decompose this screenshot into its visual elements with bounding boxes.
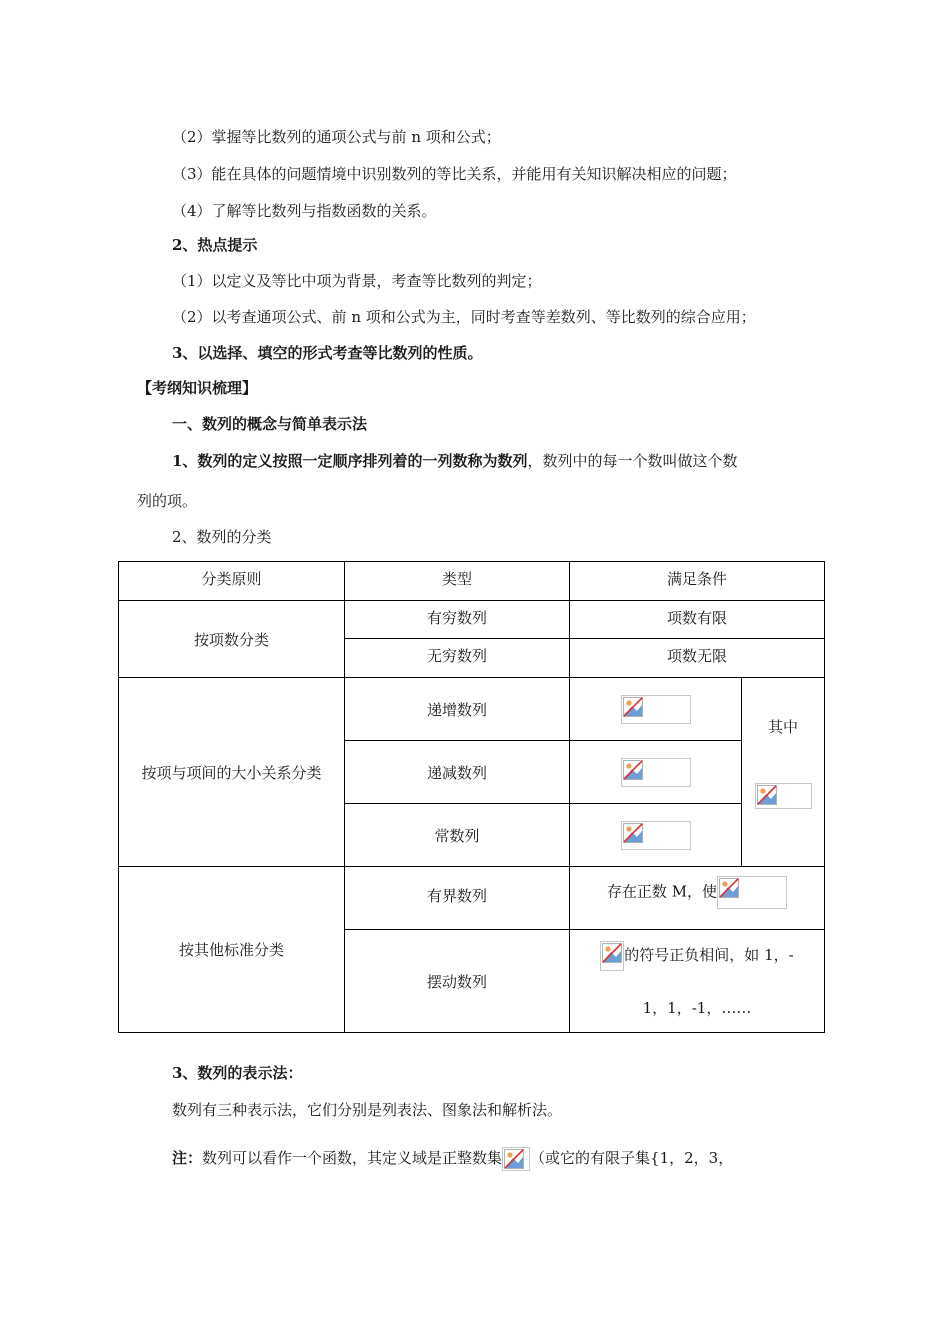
type-oscillating: 摆动数列 bbox=[345, 930, 570, 1033]
cond-oscillating bbox=[570, 930, 825, 1033]
objective-4: （4）了解等比数列与指数函数的关系。 bbox=[172, 202, 437, 220]
definition-line-2: 列的项。 bbox=[137, 492, 198, 510]
type-infinite: 无穷数列 bbox=[345, 639, 570, 678]
cond-infinite: 项数无限 bbox=[570, 639, 825, 678]
formula-image-icon bbox=[621, 821, 691, 850]
hot-item-3: 3、以选择、填空的形式考查等比数列的性质。 bbox=[172, 344, 483, 362]
hot-item-1: （1）以定义及等比中项为背景，考查等比数列的判定； bbox=[172, 272, 542, 290]
note-text: 数列可以看作一个函数，其定义域是正整数集 bbox=[202, 1149, 503, 1167]
type-constant: 常数列 bbox=[345, 804, 570, 867]
objective-3: （3）能在具体的问题情境中识别数列的等比关系，并能用有关知识解决相应的问题； bbox=[172, 165, 737, 183]
header-type: 类型 bbox=[345, 562, 570, 601]
classify-title: 2、数列的分类 bbox=[172, 528, 272, 546]
row-other: 按其他标准分类 bbox=[119, 867, 345, 1033]
oscillating-text-1: 的符号正负相间，如 1，- bbox=[624, 945, 794, 964]
oscillating-text-2: 1，1，-1，…… bbox=[642, 998, 752, 1017]
where-cell bbox=[742, 678, 825, 867]
where-label: 其中 bbox=[767, 718, 798, 736]
formula-image-icon bbox=[502, 1147, 530, 1171]
type-finite: 有穷数列 bbox=[345, 601, 570, 639]
type-bounded: 有界数列 bbox=[345, 867, 570, 930]
classification-table bbox=[118, 561, 825, 1033]
formula-image-icon bbox=[600, 941, 624, 971]
formula-image-icon bbox=[621, 695, 691, 724]
hot-item-2: （2）以考查通项公式、前 n 项和公式为主，同时考查等差数列、等比数列的综合应用； bbox=[172, 308, 756, 326]
representation-text: 数列有三种表示法，它们分别是列表法、图象法和解析法。 bbox=[172, 1101, 563, 1119]
definition-line-1 bbox=[172, 451, 737, 471]
note-line bbox=[172, 1147, 733, 1171]
type-increasing: 递增数列 bbox=[345, 678, 570, 741]
outline-heading: 【考纲知识梳理】 bbox=[137, 379, 258, 397]
objective-2: （2）掌握等比数列的通项公式与前 n 项和公式； bbox=[172, 128, 501, 146]
cond-decreasing bbox=[570, 741, 742, 804]
row-by-count: 按项数分类 bbox=[119, 601, 345, 678]
cond-finite: 项数有限 bbox=[570, 601, 825, 639]
formula-image-icon bbox=[621, 758, 691, 787]
cond-increasing bbox=[570, 678, 742, 741]
definition-bold: 1、数列的定义按照一定顺序排列着的一列数称为数列 bbox=[172, 452, 528, 470]
section-1-title: 一、数列的概念与简单表示法 bbox=[172, 415, 368, 433]
formula-image-icon bbox=[755, 783, 812, 809]
cond-constant bbox=[570, 804, 742, 867]
header-condition: 满足条件 bbox=[570, 562, 825, 601]
row-by-size: 按项与项间的大小关系分类 bbox=[119, 678, 345, 867]
note-label: 注： bbox=[172, 1149, 203, 1167]
header-principle: 分类原则 bbox=[119, 562, 345, 601]
cond-bounded bbox=[570, 867, 825, 930]
definition-rest: ，数列中的每一个数叫做这个数 bbox=[527, 452, 738, 470]
representation-heading: 3、数列的表示法： bbox=[172, 1064, 303, 1082]
bounded-text: 存在正数 M，使 bbox=[606, 882, 718, 901]
note-tail: （或它的有限子集{1，2，3， bbox=[530, 1149, 734, 1167]
type-decreasing: 递减数列 bbox=[345, 741, 570, 804]
hot-heading: 2、热点提示 bbox=[172, 236, 258, 254]
formula-image-icon bbox=[717, 876, 787, 909]
